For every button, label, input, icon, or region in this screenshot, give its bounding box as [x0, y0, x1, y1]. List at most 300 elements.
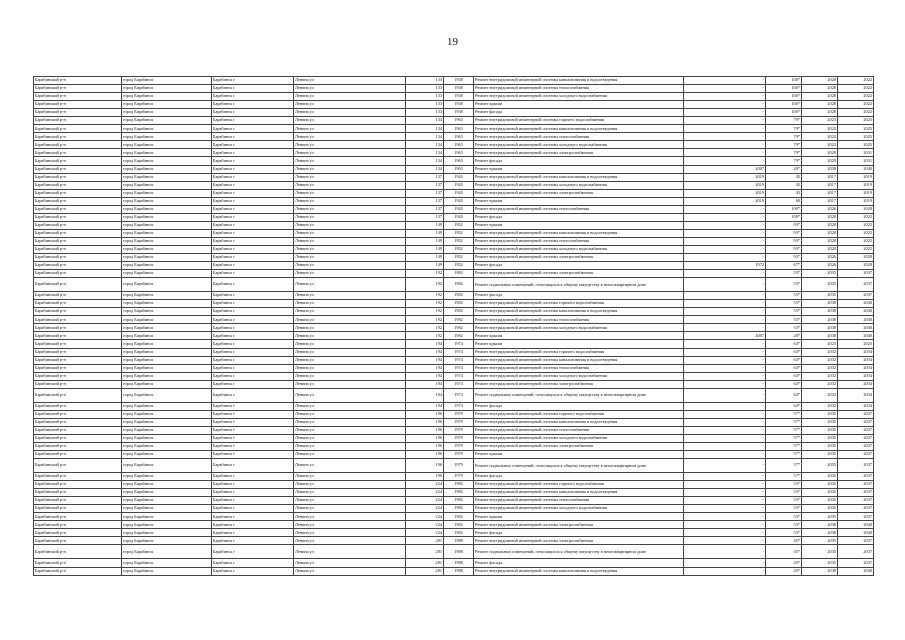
- work-type-cell: Ремонт внутридомовой инженерной системы электроснабжения: [474, 380, 684, 388]
- table-row: [34, 189, 874, 197]
- house-number-cell: 192: [406, 316, 444, 324]
- street-cell: Ленина ул: [294, 340, 406, 348]
- municipality-cell: город Барабинск: [122, 348, 212, 356]
- year-built-cell: 1974: [444, 364, 474, 372]
- plan-start-cell: 2032: [802, 402, 838, 410]
- plan-start-cell: 2035: [802, 292, 838, 300]
- plan-start-cell: 2035: [802, 537, 838, 545]
- last-repair-year-cell: -: [684, 270, 766, 278]
- street-cell: Ленина ул: [294, 254, 406, 262]
- locality-cell: Барабинск г: [212, 197, 294, 205]
- plan-end-cell: 2037: [838, 513, 874, 521]
- municipality-cell: город Барабинск: [122, 459, 212, 473]
- table-row: [34, 434, 874, 442]
- work-type-cell: Ремонт внутридомовой инженерной системы холодного водоснабжения: [474, 141, 684, 149]
- municipality-cell: город Барабинск: [122, 308, 212, 316]
- plan-end-cell: 2037: [838, 292, 874, 300]
- street-cell: Ленина ул: [294, 451, 406, 459]
- district-cell: Барабинский р-н: [34, 308, 122, 316]
- locality-cell: Барабинск г: [212, 489, 294, 497]
- year-built-cell: 1963: [444, 141, 474, 149]
- last-repair-year-cell: -: [684, 149, 766, 157]
- plan-start-cell: 2035: [802, 459, 838, 473]
- house-number-cell: 149: [406, 245, 444, 253]
- table-row: [34, 125, 874, 133]
- wear-cell: 93*: [766, 229, 802, 237]
- work-type-cell: Ремонт фасада: [474, 292, 684, 300]
- table-row: [34, 237, 874, 245]
- house-number-cell: 196: [406, 473, 444, 481]
- municipality-cell: город Барабинск: [122, 270, 212, 278]
- street-cell: Ленина ул: [294, 529, 406, 537]
- table-row: [34, 245, 874, 253]
- year-built-cell: 1974: [444, 388, 474, 402]
- table-row: [34, 205, 874, 213]
- work-type-cell: Ремонт внутридомовой инженерной системы электроснабжения: [474, 149, 684, 157]
- district-cell: Барабинский р-н: [34, 545, 122, 559]
- work-type-cell: Ремонт крыши: [474, 332, 684, 340]
- work-type-cell: Ремонт внутридомовой инженерной системы канализования и водоотведения: [474, 418, 684, 426]
- work-type-cell: Ремонт внутридомовой инженерной системы канализования и водоотведения: [474, 77, 684, 85]
- table-row: [34, 117, 874, 125]
- plan-end-cell: 2034: [838, 356, 874, 364]
- house-number-cell: 194: [406, 380, 444, 388]
- table-row: [34, 221, 874, 229]
- house-number-cell: 281: [406, 567, 444, 575]
- wear-cell: 100*: [766, 101, 802, 109]
- last-repair-year-cell: -: [684, 316, 766, 324]
- house-number-cell: 194: [406, 348, 444, 356]
- locality-cell: Барабинск г: [212, 237, 294, 245]
- work-type-cell: Ремонт внутридомовой инженерной системы канализования и водоотведения: [474, 567, 684, 575]
- house-number-cell: 134: [406, 149, 444, 157]
- wear-cell: 53*: [766, 513, 802, 521]
- municipality-cell: город Барабинск: [122, 559, 212, 567]
- district-cell: Барабинский р-н: [34, 481, 122, 489]
- year-built-cell: 1920: [444, 181, 474, 189]
- last-repair-year-cell: -: [684, 348, 766, 356]
- last-repair-year-cell: -: [684, 254, 766, 262]
- locality-cell: Барабинск г: [212, 513, 294, 521]
- street-cell: Ленина ул: [294, 459, 406, 473]
- plan-end-cell: 2034: [838, 364, 874, 372]
- work-type-cell: Ремонт внутридомовой инженерной системы электроснабжения: [474, 189, 684, 197]
- table-row: [34, 529, 874, 537]
- street-cell: Ленина ул: [294, 537, 406, 545]
- locality-cell: Барабинск г: [212, 521, 294, 529]
- plan-start-cell: 2035: [802, 505, 838, 513]
- plan-start-cell: 2035: [802, 473, 838, 481]
- wear-cell: 93*: [766, 254, 802, 262]
- house-number-cell: 194: [406, 372, 444, 380]
- municipality-cell: город Барабинск: [122, 109, 212, 117]
- street-cell: Ленина ул: [294, 481, 406, 489]
- district-cell: Барабинский р-н: [34, 197, 122, 205]
- house-number-cell: 149: [406, 262, 444, 270]
- street-cell: Ленина ул: [294, 221, 406, 229]
- wear-cell: 57*: [766, 418, 802, 426]
- house-number-cell: 192: [406, 270, 444, 278]
- district-cell: Барабинский р-н: [34, 262, 122, 270]
- street-cell: Ленина ул: [294, 308, 406, 316]
- year-built-cell: 1979: [444, 442, 474, 450]
- table-row: [34, 380, 874, 388]
- wear-cell: 57*: [766, 473, 802, 481]
- district-cell: Барабинский р-н: [34, 567, 122, 575]
- wear-cell: 45*: [766, 545, 802, 559]
- house-number-cell: 196: [406, 410, 444, 418]
- table-row: [34, 213, 874, 221]
- locality-cell: Барабинск г: [212, 348, 294, 356]
- work-type-cell: Ремонт фасада: [474, 262, 684, 270]
- municipality-cell: город Барабинск: [122, 262, 212, 270]
- locality-cell: Барабинск г: [212, 380, 294, 388]
- plan-end-cell: 2019: [838, 197, 874, 205]
- district-cell: Барабинский р-н: [34, 117, 122, 125]
- locality-cell: Барабинск г: [212, 451, 294, 459]
- last-repair-year-cell: 2007: [684, 332, 766, 340]
- house-number-cell: 281: [406, 545, 444, 559]
- wear-cell: 64*: [766, 340, 802, 348]
- year-built-cell: 1963: [444, 157, 474, 165]
- district-cell: Барабинский р-н: [34, 537, 122, 545]
- year-built-cell: 1979: [444, 426, 474, 434]
- street-cell: Ленина ул: [294, 545, 406, 559]
- district-cell: Барабинский р-н: [34, 133, 122, 141]
- work-type-cell: Ремонт внутридомовой инженерной системы теплоснабжения: [474, 237, 684, 245]
- table-row: [34, 481, 874, 489]
- locality-cell: Барабинск г: [212, 559, 294, 567]
- plan-end-cell: 2037: [838, 418, 874, 426]
- last-repair-year-cell: -: [684, 308, 766, 316]
- plan-start-cell: 2035: [802, 545, 838, 559]
- house-number-cell: 224: [406, 481, 444, 489]
- work-type-cell: Ремонт внутридомовой инженерной системы холодного водоснабжения: [474, 93, 684, 101]
- work-type-cell: Ремонт фасада: [474, 559, 684, 567]
- year-built-cell: 1963: [444, 117, 474, 125]
- street-cell: Ленина ул: [294, 402, 406, 410]
- municipality-cell: город Барабинск: [122, 205, 212, 213]
- last-repair-year-cell: -: [684, 380, 766, 388]
- work-type-cell: Ремонт фасада: [474, 473, 684, 481]
- street-cell: Ленина ул: [294, 77, 406, 85]
- last-repair-year-cell: -: [684, 85, 766, 93]
- table-row: [34, 278, 874, 292]
- work-type-cell: Ремонт внутридомовой инженерной системы электроснабжения: [474, 537, 684, 545]
- plan-start-cell: 2020: [802, 229, 838, 237]
- year-built-cell: 1963: [444, 125, 474, 133]
- last-repair-year-cell: -: [684, 489, 766, 497]
- plan-end-cell: 2025: [838, 133, 874, 141]
- wear-cell: 53*: [766, 292, 802, 300]
- plan-end-cell: 2019: [838, 181, 874, 189]
- wear-cell: 53*: [766, 270, 802, 278]
- last-repair-year-cell: -: [684, 300, 766, 308]
- wear-cell: 20*: [766, 332, 802, 340]
- wear-cell: 57*: [766, 451, 802, 459]
- municipality-cell: город Барабинск: [122, 125, 212, 133]
- last-repair-year-cell: -: [684, 278, 766, 292]
- table-row: [34, 567, 874, 575]
- house-number-cell: 133: [406, 77, 444, 85]
- locality-cell: Барабинск г: [212, 165, 294, 173]
- plan-start-cell: 2023: [802, 141, 838, 149]
- year-built-cell: 1974: [444, 380, 474, 388]
- plan-end-cell: 2022: [838, 85, 874, 93]
- wear-cell: 64*: [766, 356, 802, 364]
- work-type-cell: Ремонт внутридомовой инженерной системы канализования и водоотведения: [474, 356, 684, 364]
- house-number-cell: 194: [406, 388, 444, 402]
- plan-start-cell: 2023: [802, 133, 838, 141]
- house-number-cell: 149: [406, 254, 444, 262]
- locality-cell: Барабинск г: [212, 372, 294, 380]
- locality-cell: Барабинск г: [212, 537, 294, 545]
- year-built-cell: 1979: [444, 473, 474, 481]
- year-built-cell: 1974: [444, 402, 474, 410]
- district-cell: Барабинский р-н: [34, 205, 122, 213]
- last-repair-year-cell: -: [684, 221, 766, 229]
- wear-cell: 100*: [766, 205, 802, 213]
- municipality-cell: город Барабинск: [122, 410, 212, 418]
- street-cell: Ленина ул: [294, 316, 406, 324]
- house-number-cell: 192: [406, 324, 444, 332]
- plan-end-cell: 2022: [838, 213, 874, 221]
- district-cell: Барабинский р-н: [34, 93, 122, 101]
- work-type-cell: Ремонт фасада: [474, 213, 684, 221]
- locality-cell: Барабинск г: [212, 324, 294, 332]
- year-built-cell: 1963: [444, 165, 474, 173]
- year-built-cell: 1982: [444, 513, 474, 521]
- year-built-cell: 1988: [444, 559, 474, 567]
- locality-cell: Барабинск г: [212, 270, 294, 278]
- house-number-cell: 196: [406, 426, 444, 434]
- wear-cell: 57*: [766, 459, 802, 473]
- street-cell: Ленина ул: [294, 380, 406, 388]
- table-row: [34, 364, 874, 372]
- district-cell: Барабинский р-н: [34, 513, 122, 521]
- plan-end-cell: 2022: [838, 237, 874, 245]
- house-number-cell: 134: [406, 141, 444, 149]
- street-cell: Ленина ул: [294, 300, 406, 308]
- year-built-cell: 1982: [444, 324, 474, 332]
- street-cell: Ленина ул: [294, 181, 406, 189]
- plan-end-cell: 2025: [838, 340, 874, 348]
- work-type-cell: Ремонт крыши: [474, 451, 684, 459]
- last-repair-year-cell: -: [684, 402, 766, 410]
- district-cell: Барабинский р-н: [34, 213, 122, 221]
- work-type-cell: Ремонт крыши: [474, 165, 684, 173]
- table-row: [34, 356, 874, 364]
- house-number-cell: 196: [406, 451, 444, 459]
- locality-cell: Барабинск г: [212, 157, 294, 165]
- municipality-cell: город Барабинск: [122, 189, 212, 197]
- last-repair-year-cell: -: [684, 109, 766, 117]
- table-row: [34, 262, 874, 270]
- district-cell: Барабинский р-н: [34, 229, 122, 237]
- locality-cell: Барабинск г: [212, 505, 294, 513]
- year-built-cell: 1982: [444, 332, 474, 340]
- table-row: [34, 418, 874, 426]
- street-cell: Ленина ул: [294, 270, 406, 278]
- wear-cell: 45*: [766, 567, 802, 575]
- district-cell: Барабинский р-н: [34, 254, 122, 262]
- table-row: [34, 300, 874, 308]
- last-repair-year-cell: -: [684, 473, 766, 481]
- plan-end-cell: 2037: [838, 278, 874, 292]
- street-cell: Ленина ул: [294, 133, 406, 141]
- wear-cell: 64*: [766, 364, 802, 372]
- table-row: [34, 101, 874, 109]
- work-type-cell: Ремонт внутридомовой инженерной системы горячего водоснабжения: [474, 117, 684, 125]
- work-type-cell: Ремонт внутридомовой инженерной системы холодного водоснабжения: [474, 372, 684, 380]
- district-cell: Барабинский р-н: [34, 426, 122, 434]
- house-number-cell: 224: [406, 513, 444, 521]
- street-cell: Ленина ул: [294, 101, 406, 109]
- locality-cell: Барабинск г: [212, 388, 294, 402]
- district-cell: Барабинский р-н: [34, 316, 122, 324]
- wear-cell: 79*: [766, 141, 802, 149]
- plan-end-cell: 2037: [838, 434, 874, 442]
- district-cell: Барабинский р-н: [34, 300, 122, 308]
- plan-start-cell: 2020: [802, 109, 838, 117]
- year-built-cell: 1952: [444, 237, 474, 245]
- plan-end-cell: 2022: [838, 101, 874, 109]
- locality-cell: Барабинск г: [212, 529, 294, 537]
- last-repair-year-cell: 1972: [684, 262, 766, 270]
- street-cell: Ленина ул: [294, 426, 406, 434]
- street-cell: Ленина ул: [294, 364, 406, 372]
- year-built-cell: 1982: [444, 505, 474, 513]
- last-repair-year-cell: -: [684, 141, 766, 149]
- work-type-cell: Ремонт крыши: [474, 221, 684, 229]
- municipality-cell: город Барабинск: [122, 254, 212, 262]
- street-cell: Ленина ул: [294, 292, 406, 300]
- plan-end-cell: 2022: [838, 93, 874, 101]
- year-built-cell: 1920: [444, 189, 474, 197]
- locality-cell: Барабинск г: [212, 442, 294, 450]
- locality-cell: Барабинск г: [212, 77, 294, 85]
- house-number-cell: 149: [406, 221, 444, 229]
- plan-end-cell: 2037: [838, 473, 874, 481]
- district-cell: Барабинский р-н: [34, 125, 122, 133]
- plan-start-cell: 2026: [802, 254, 838, 262]
- plan-start-cell: 2035: [802, 270, 838, 278]
- wear-cell: 79*: [766, 157, 802, 165]
- last-repair-year-cell: -: [684, 117, 766, 125]
- house-number-cell: 137: [406, 181, 444, 189]
- plan-end-cell: 2022: [838, 245, 874, 253]
- plan-start-cell: 2038: [802, 529, 838, 537]
- table-row: [34, 505, 874, 513]
- year-built-cell: 1974: [444, 348, 474, 356]
- plan-end-cell: 2037: [838, 481, 874, 489]
- plan-start-cell: 2038: [802, 308, 838, 316]
- plan-start-cell: 2035: [802, 410, 838, 418]
- plan-start-cell: 2035: [802, 497, 838, 505]
- municipality-cell: город Барабинск: [122, 388, 212, 402]
- table-row: [34, 254, 874, 262]
- last-repair-year-cell: -: [684, 229, 766, 237]
- table-row: [34, 459, 874, 473]
- table-row: [34, 85, 874, 93]
- table-row: [34, 149, 874, 157]
- district-cell: Барабинский р-н: [34, 459, 122, 473]
- year-built-cell: 1974: [444, 356, 474, 364]
- municipality-cell: город Барабинск: [122, 133, 212, 141]
- locality-cell: Барабинск г: [212, 292, 294, 300]
- district-cell: Барабинский р-н: [34, 559, 122, 567]
- work-type-cell: Ремонт фасада: [474, 157, 684, 165]
- plan-start-cell: 2035: [802, 426, 838, 434]
- plan-end-cell: 2037: [838, 442, 874, 450]
- wear-cell: 100*: [766, 77, 802, 85]
- plan-end-cell: 2037: [838, 459, 874, 473]
- plan-end-cell: 2037: [838, 426, 874, 434]
- house-number-cell: 137: [406, 205, 444, 213]
- last-repair-year-cell: -: [684, 426, 766, 434]
- plan-end-cell: 2028: [838, 205, 874, 213]
- house-number-cell: 133: [406, 85, 444, 93]
- last-repair-year-cell: 2007: [684, 165, 766, 173]
- house-number-cell: 194: [406, 356, 444, 364]
- last-repair-year-cell: -: [684, 356, 766, 364]
- work-type-cell: Ремонт внутридомовой инженерной системы канализования и водоотведения: [474, 489, 684, 497]
- municipality-cell: город Барабинск: [122, 545, 212, 559]
- house-number-cell: 192: [406, 308, 444, 316]
- locality-cell: Барабинск г: [212, 426, 294, 434]
- work-type-cell: Ремонт фасада: [474, 109, 684, 117]
- wear-cell: 67*: [766, 262, 802, 270]
- locality-cell: Барабинск г: [212, 418, 294, 426]
- municipality-cell: город Барабинск: [122, 537, 212, 545]
- street-cell: Ленина ул: [294, 197, 406, 205]
- table-row: [34, 402, 874, 410]
- locality-cell: Барабинск г: [212, 473, 294, 481]
- wear-cell: 93*: [766, 237, 802, 245]
- municipality-cell: город Барабинск: [122, 426, 212, 434]
- plan-start-cell: 2035: [802, 513, 838, 521]
- locality-cell: Барабинск г: [212, 481, 294, 489]
- street-cell: Ленина ул: [294, 418, 406, 426]
- locality-cell: Барабинск г: [212, 213, 294, 221]
- last-repair-year-cell: -: [684, 442, 766, 450]
- last-repair-year-cell: -: [684, 372, 766, 380]
- plan-start-cell: 2038: [802, 332, 838, 340]
- street-cell: Ленина ул: [294, 497, 406, 505]
- house-number-cell: 281: [406, 537, 444, 545]
- table-row: [34, 332, 874, 340]
- locality-cell: Барабинск г: [212, 567, 294, 575]
- district-cell: Барабинский р-н: [34, 141, 122, 149]
- last-repair-year-cell: -: [684, 559, 766, 567]
- locality-cell: Барабинск г: [212, 308, 294, 316]
- plan-start-cell: 2017: [802, 181, 838, 189]
- district-cell: Барабинский р-н: [34, 270, 122, 278]
- plan-start-cell: 2032: [802, 356, 838, 364]
- plan-start-cell: 2023: [802, 117, 838, 125]
- plan-start-cell: 2035: [802, 434, 838, 442]
- house-number-cell: 133: [406, 101, 444, 109]
- last-repair-year-cell: -: [684, 340, 766, 348]
- locality-cell: Барабинск г: [212, 434, 294, 442]
- year-built-cell: 1988: [444, 545, 474, 559]
- plan-end-cell: 2031: [838, 157, 874, 165]
- municipality-cell: город Барабинск: [122, 340, 212, 348]
- locality-cell: Барабинск г: [212, 181, 294, 189]
- district-cell: Барабинский р-н: [34, 473, 122, 481]
- plan-end-cell: 2040: [838, 300, 874, 308]
- plan-start-cell: 2035: [802, 442, 838, 450]
